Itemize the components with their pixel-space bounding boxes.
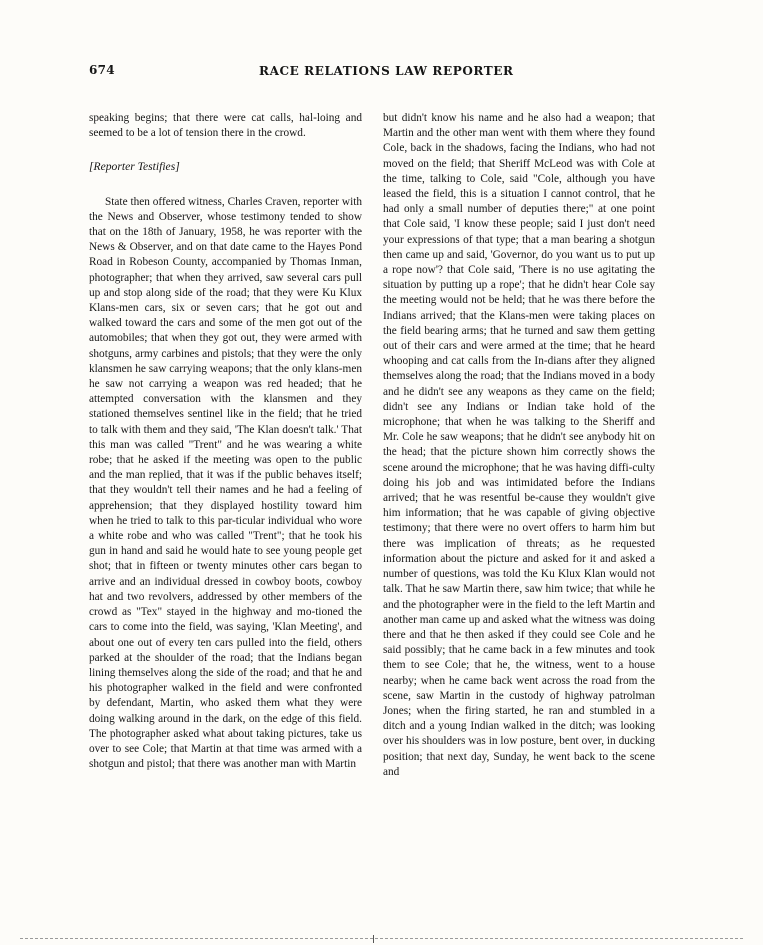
right-body-paragraph: but didn't know his name and he also had a weapon; that Martin and the other man went with them where they found Cole, back in the shadows, facing the Indians, who had not moved on the field; that Sheriff McLeod was with Cole at the time, talking to Cole, said "Cole, although you have leased the field, this is a situation I cannot control, that he had only a small number of deputies there;" at one point that Cole said, 'I know these people; said I just don't need your expressions of that type; that a man bearing a shotgun then came up and said, 'Governor, do you want us to put up a rope now'? that Cole said, 'There is no use agitating the situation by putting up a rope'; that he didn't hear Cole say the meeting would not be held; that he was there before the Indians arrived; that the Klans-men were taking places on the field bearing arms; that he turned and saw them getting out of their cars and were armed at the time; that he heard whooping and cat calls from the In-dians after they aligned themselves along the road; that the Indians moved in a body and he didn't see any weapons as they came on the field; didn't see any Indians or Indian take hold of the microphone; that when he was talking to the Sheriff and Mr. Cole he saw weapons; that he didn't see anybody hit on the head; that the picture shown him correctly shows the scene around the microphone; that he was having diffi-culty doing his job and was intimidated before the Indians arrived; that he was resentful be-cause they wouldn't give him information; that he was capable of giving objective testimony; that there were no overt offers to harm him but there was implication of threats; as he requested information about the picture and asked for it and asked a number of questions, was told the Ku Klux Klan would not talk. That he saw Martin there, saw him twice; that while he and the photographer were in the field to the left Martin and another man came up and asked what the witness was doing there and that he then asked if they could see Cole and he said possibly; that he came back in a few minutes and took them to see Cole; that he, the witness, went to a house nearby; when he came back went across the road from the scene, saw Martin in the custody of highway patrolman Jones; when the firing started, he ran and stumbled in a ditch and a young Indian walked in the ditch; was looking over his shoulders was in low posture, bent over, in ducking position; that next day, Sunday, he went back to the scene and [383,112,655,778]
page-number: 674 [89,63,115,77]
bottom-tick [373,935,374,943]
right-column [383,111,655,780]
left-body-paragraph: State then offered witness, Charles Craven, reporter with the News and Observer, whose testimony tended to show that on the 18th of January, 1958, he was reporter with the News & Observer, and on that date came to the Hayes Pond Road in Robeson County, accompanied by Thomas Inman, photographer; that when they arrived, saw several cars pull up and stop along side of the road; that they were Ku Klux Klans-men cars, six or seven cars; that he got out and walked toward the cars and some of the men got out of the automobiles; that when they got out, they were armed with shotguns, army carbines and pistols; that they were the only klansmen he saw carrying weapons; that the only klans-men he saw not carrying a weapon was red headed; that he attempted conversation with the klansmen and they stationed themselves sentinel like in the field; that he tried to talk with them and they said, 'The Klan doesn't talk.' That this man was called "Trent" and he was wearing a white robe; that he asked if the meeting was open to the public and the man replied, that it was if the public behaves itself; that they wouldn't tell their names and he had a feeling of apprehension; that they displayed hostility toward him when he tried to talk to this par-ticular individual who wore a white robe and who was called "Trent"; that he took his gun in hand and said he would hate to see young people get shot; that in fifteen or twenty minutes other cars began to arrive and an individual dressed in cowboy boots, cowboy hat and two revolvers, addressed by other members of the crowd as "Tex" stayed in the highway and mo-tioned the cars to come into the field, was saying, 'Klan Meeting', and about one out of every ten cars pulled into the field, others parked at the shoulder of the road; that the Indians began lining themselves along the side of the road; and that he and his photographer walked in the field and were confronted by defendant, Martin, who asked them what they were doing walking around in the dark, on the edge of this field. The photographer asked what about taking pictures, take us over to see Cole; that Martin at that time was armed with a shotgun and pistol; that there was another man with Martin [89,195,362,771]
running-title: RACE RELATIONS LAW REPORTER [259,64,514,78]
left-column [89,111,362,772]
section-heading: [Reporter Testifies] [89,160,180,174]
left-opening-paragraph: speaking begins; that there were cat calls, hal-loing and seemed to be a lot of tension there in the crowd. [89,112,362,140]
bottom-rule [20,938,743,939]
